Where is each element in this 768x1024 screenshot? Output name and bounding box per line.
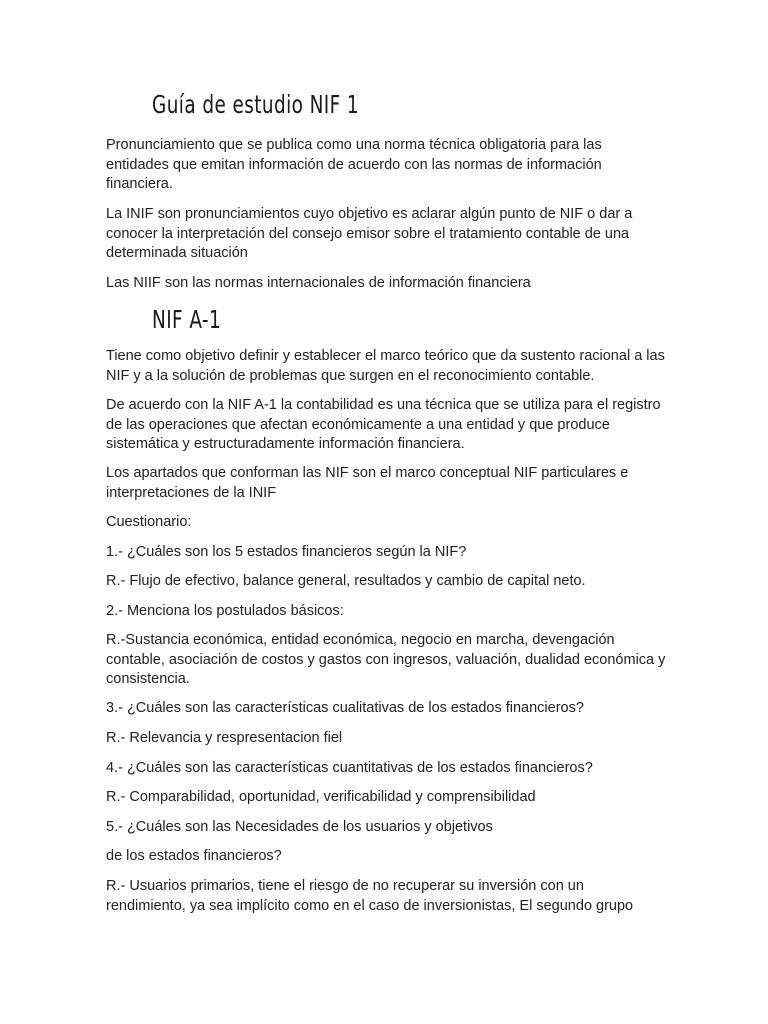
paragraph-nif-a1-objective: Tiene como objetivo definir y establecer el marco teórico que da sustento racional a las NIF y a la solución de problemas que surgen en el reconocimiento contable.: [106, 348, 665, 384]
answer-1: R.- Flujo de efectivo, balance general, resultados y cambio de capital neto.: [106, 573, 586, 589]
questionnaire-label: Cuestionario:: [106, 514, 192, 530]
paragraph-nif-a1-accounting: De acuerdo con la NIF A-1 la contabilidad es una técnica que se utiliza para el registro de las operaciones que afectan económicamente a una entidad y que produce sistemática y estructuradamente información financiera.: [106, 397, 661, 452]
paragraph-nif-sections: Los apartados que conforman las NIF son el marco conceptual NIF particulares e interpretaciones de la INIF: [106, 465, 629, 501]
section-heading-nif-a1: NIF A-1: [152, 305, 222, 334]
question-1: 1.- ¿Cuáles son los 5 estados financieros según la NIF?: [106, 544, 467, 560]
answer-5: R.- Usuarios primarios, tiene el riesgo de no recuperar su inversión con un rendimiento, ya sea implícito como en el caso de inversionistas, El segundo grupo: [106, 878, 634, 914]
paragraph-nif-definition: Pronunciamiento que se publica como una norma técnica obligatoria para las entidades que emitan información de acuerdo con las normas de información financiera.: [106, 137, 602, 192]
question-4: 4.- ¿Cuáles son las características cuantitativas de los estados financieros?: [106, 760, 593, 776]
document-title: Guía de estudio NIF 1: [152, 90, 360, 119]
question-3: 3.- ¿Cuáles son las características cualitativas de los estados financieros?: [106, 700, 584, 716]
paragraph-inif-definition: La INIF son pronunciamientos cuyo objetivo es aclarar algún punto de NIF o dar a conocer la interpretación del consejo emisor sobre el tratamiento contable de una determinada situación: [106, 206, 633, 261]
answer-4: R.- Comparabilidad, oportunidad, verificabilidad y comprensibilidad: [106, 789, 536, 805]
question-5-continued: de los estados financieros?: [106, 848, 282, 864]
question-5: 5.- ¿Cuáles son las Necesidades de los usuarios y objetivos: [106, 819, 493, 835]
answer-3: R.- Relevancia y respresentacion fiel: [106, 730, 343, 746]
answer-2: R.-Sustancia económica, entidad económica, negocio en marcha, devengación contable, asociación de costos y gastos con ingresos, valuación, dualidad económica y consistencia.: [106, 632, 666, 687]
question-2: 2.- Menciona los postulados básicos:: [106, 603, 344, 619]
paragraph-niif-definition: Las NIIF son las normas internacionales de información financiera: [106, 275, 531, 291]
